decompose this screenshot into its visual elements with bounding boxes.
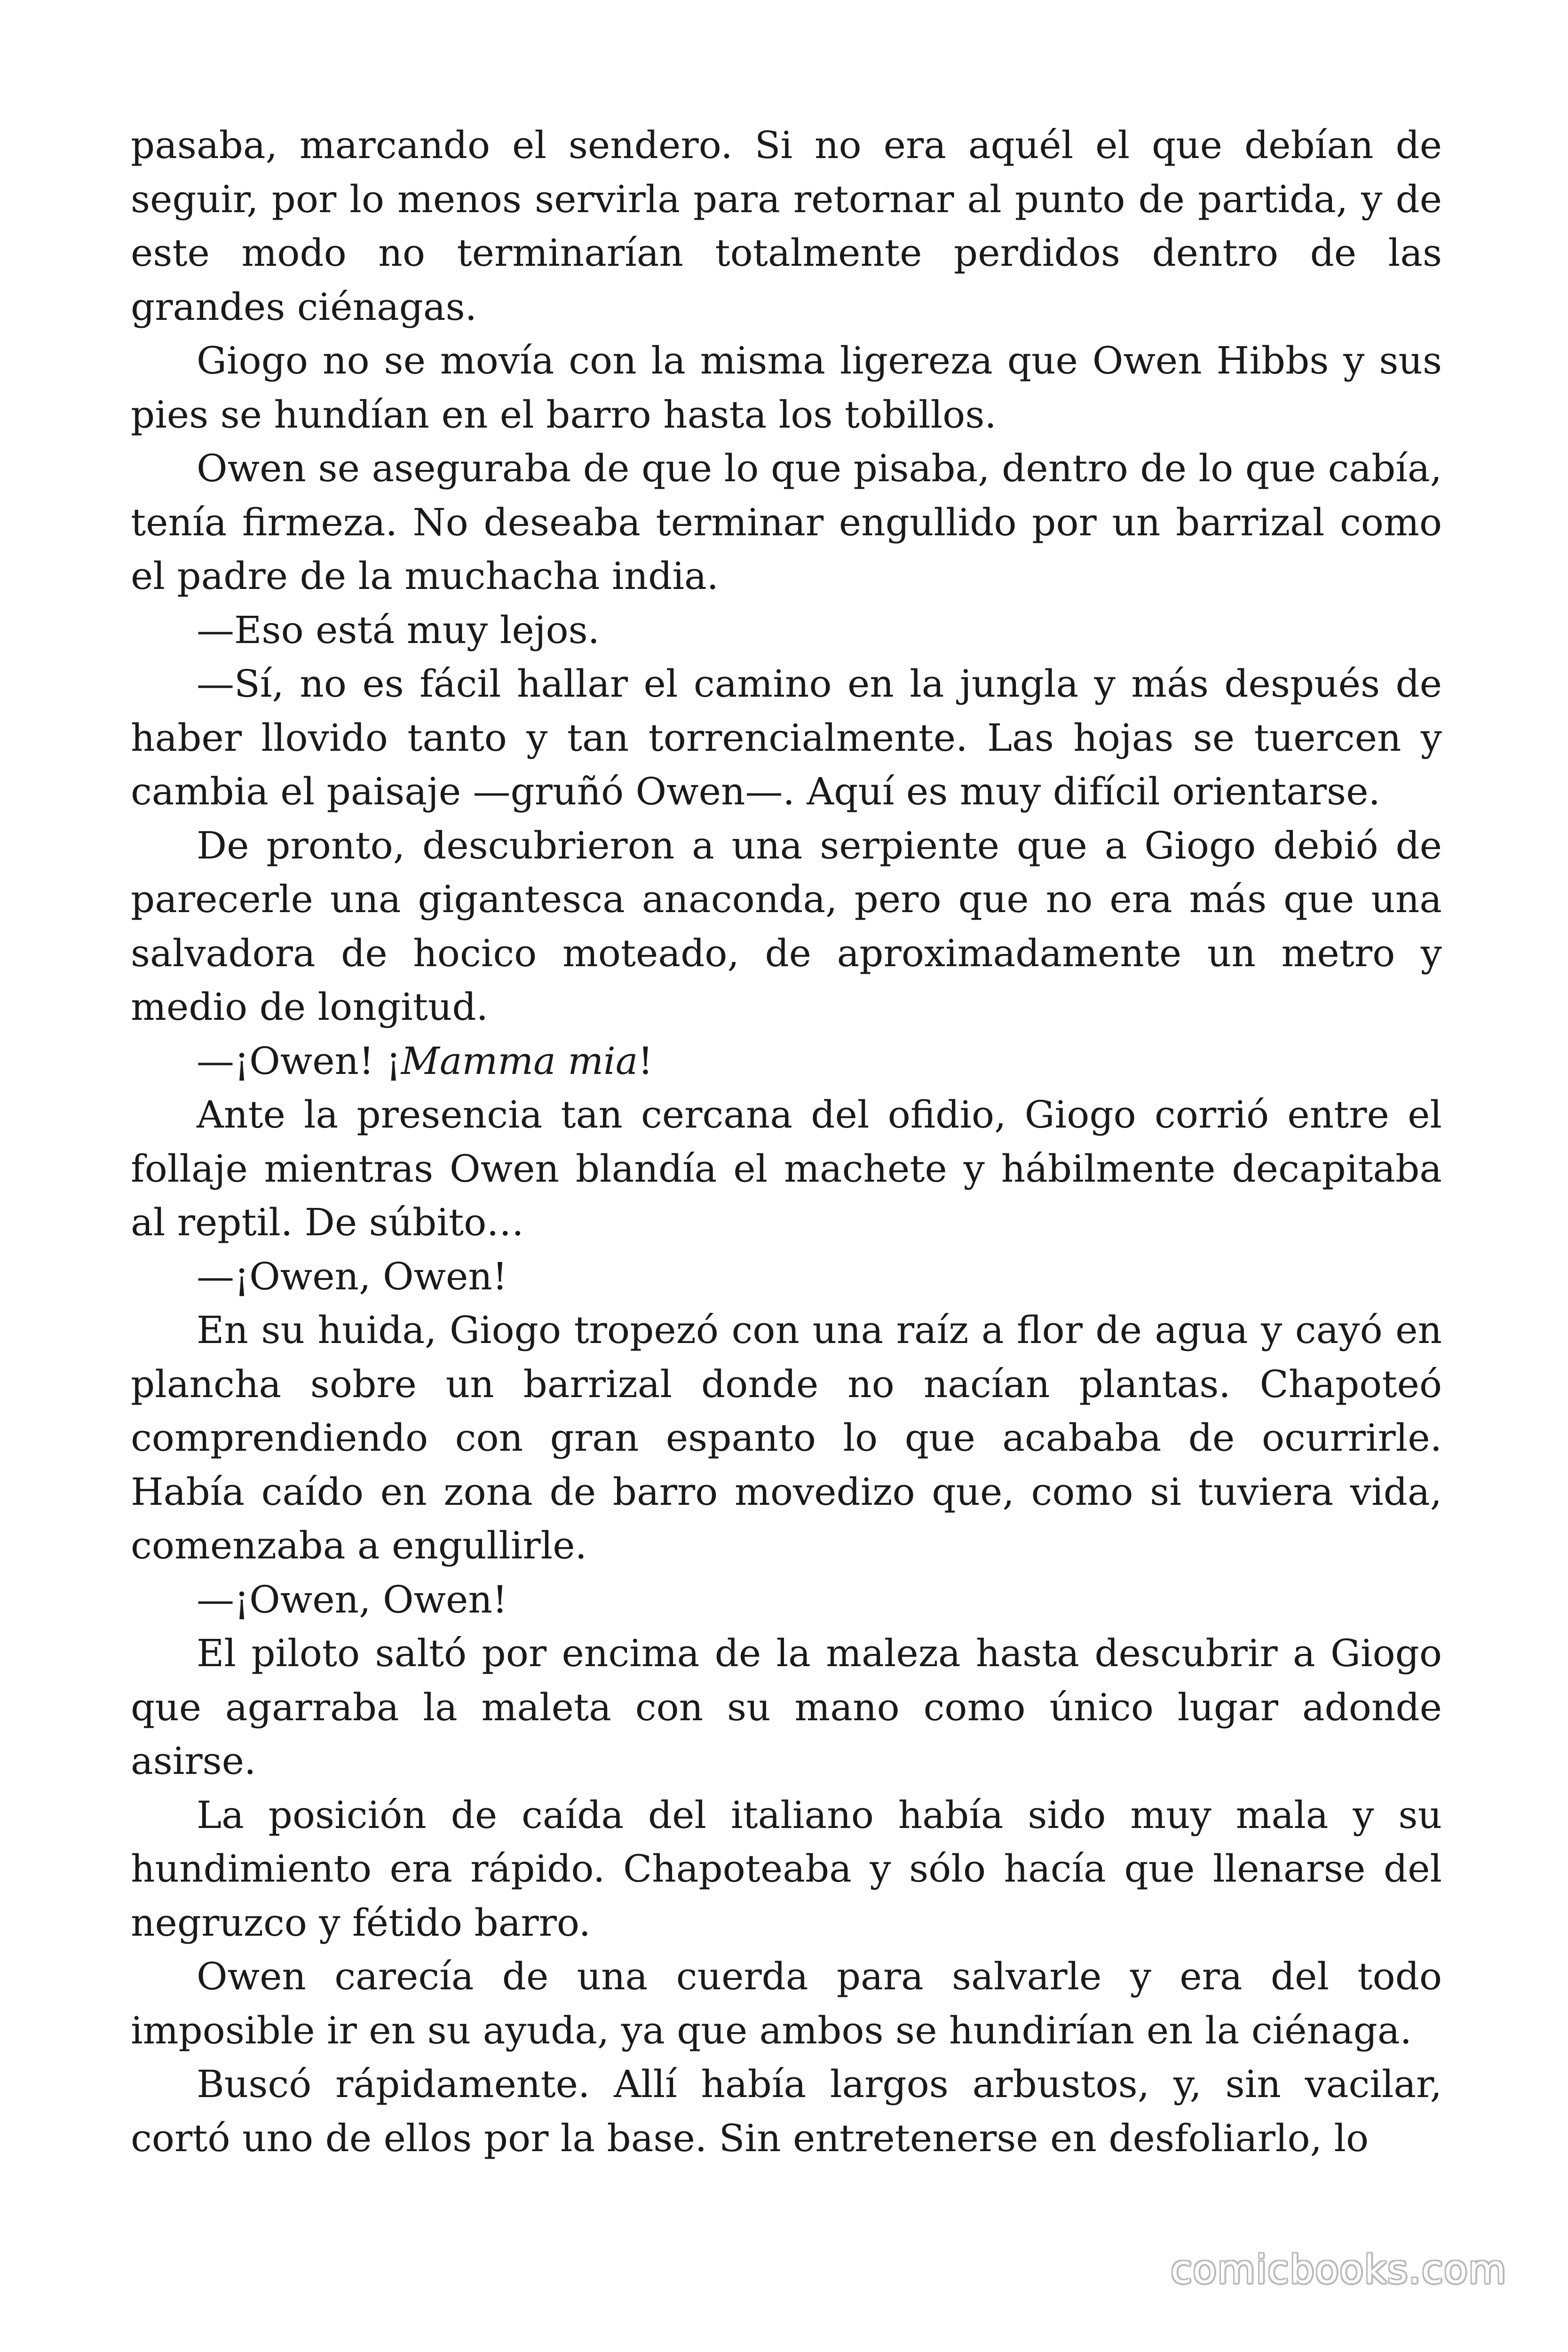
exclamation-italic: Mamma mia (401, 1039, 638, 1083)
exclamation-prefix: —¡Owen! ¡ (197, 1039, 401, 1083)
dialogue-line: —¡Owen, Owen! (197, 1254, 508, 1298)
paragraph: Ante la presencia tan cercana del ofidio, Giogo corrió entre el follaje mientras Owen blandía el machete y hábilmente decapitaba al reptil. De súbito… (131, 1093, 1442, 1244)
paragraph: pasaba, marcando el sendero. Si no era aquél el que debían de seguir, por lo menos servirla para retornar al punto de partida, y de este modo no terminarían totalmente perdidos dentro de las grandes ciénagas. (131, 123, 1442, 329)
dialogue-line-exclamation (131, 1034, 1442, 1089)
paragraph: En su huida, Giogo tropezó con una raíz a flor de agua y cayó en plancha sobre un barrizal donde no nacían plantas. Chapoteó comprendiendo con gran espanto lo que acababa de ocurrirle. Había caído en zona de barro movedizo que, como si tuviera vida, comenzaba a engullirle. (131, 1308, 1442, 1567)
dialogue-line: —Eso está muy lejos. (197, 608, 600, 652)
paragraph: Giogo no se movía con la misma ligereza que Owen Hibbs y sus pies se hundían en el barro hasta los tobillos. (131, 339, 1442, 437)
dialogue-line: —Sí, no es fácil hallar el camino en la jungla y más después de haber llovido tanto y tan torrencialmente. Las hojas se tuercen y cambia el paisaje —gruñó Owen—. Aquí es muy difícil orientarse. (131, 662, 1442, 813)
paragraph: El piloto saltó por encima de la maleza hasta descubrir a Giogo que agarraba la maleta con su mano como único lugar adonde asirse. (131, 1631, 1442, 1783)
paragraph: Owen carecía de una cuerda para salvarle y era del todo imposible ir en su ayuda, ya que ambos se hundirían en la ciénaga. (131, 1955, 1442, 2052)
exclamation-suffix: ! (638, 1039, 653, 1083)
watermark: comicbooks.com (1171, 2248, 1507, 2292)
dialogue-line: —¡Owen, Owen! (197, 1577, 508, 1621)
paragraph: Owen se aseguraba de que lo que pisaba, dentro de lo que cabía, tenía firmeza. No deseaba terminar engullido por un barrizal como el padre de la muchacha india. (131, 446, 1442, 598)
paragraph: De pronto, descubrieron a una serpiente que a Giogo debió de parecerle una gigantesca anaconda, pero que no era más que una salvadora de hocico moteado, de aproximadamente un metro y medio de longitud. (131, 823, 1442, 1029)
paragraph: La posición de caída del italiano había sido muy mala y su hundimiento era rápido. Chapoteaba y sólo hacía que llenarse del negruzco y fétido barro. (131, 1793, 1442, 1945)
book-page-text (131, 119, 1442, 2165)
paragraph: Buscó rápidamente. Allí había largos arbustos, y, sin vacilar, cortó uno de ellos por la base. Sin entretenerse en desfoliarlo, lo (131, 2062, 1442, 2160)
